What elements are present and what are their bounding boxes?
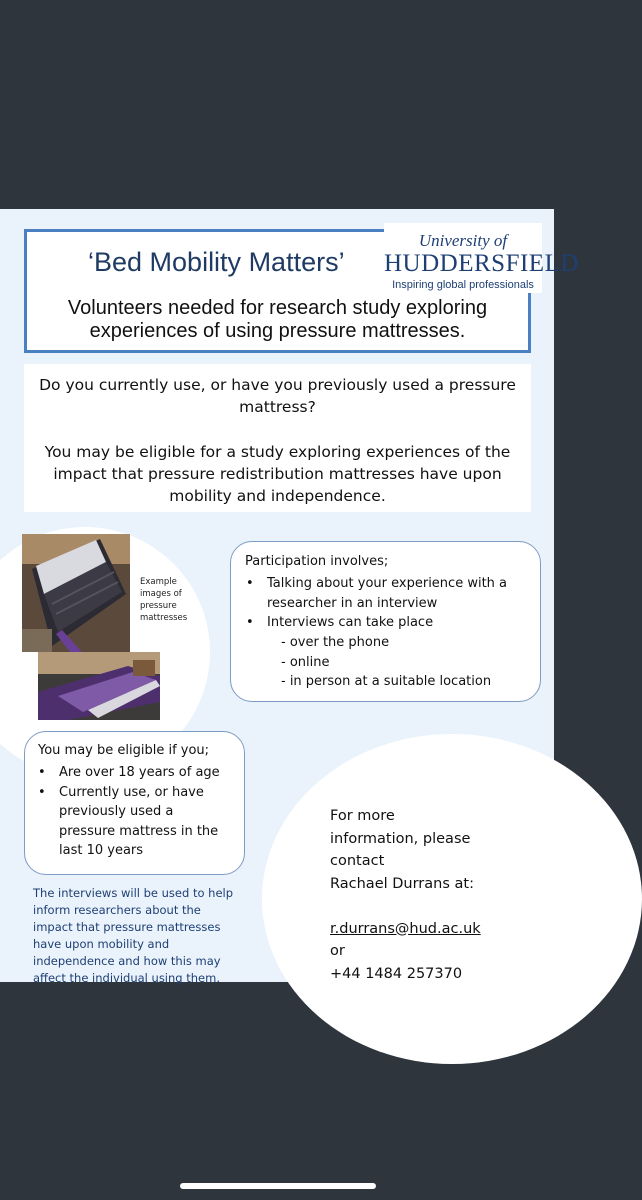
contact-phone-link[interactable]: +44 1484 257370 xyxy=(330,965,463,982)
eligibility-item-2-line-2: previously used a xyxy=(59,804,174,819)
participation-box xyxy=(230,541,541,702)
caption-line-1: Example xyxy=(140,577,177,587)
photo-caption xyxy=(140,576,210,624)
flyer-subtitle xyxy=(30,297,525,343)
question-line-1: Do you currently use, or have you previously used a pressure xyxy=(39,376,516,394)
interviews-line-6: affect the individual using them. xyxy=(33,971,220,985)
mattress-photo-2 xyxy=(38,652,160,720)
eligible-line-3: mobility and independence. xyxy=(169,487,386,505)
contact-or: or xyxy=(330,943,345,959)
eligibility-box xyxy=(24,731,245,875)
eligible-line-2: impact that pressure redistribution mattresses have upon xyxy=(53,465,502,483)
eligibility-item-1: • Are over 18 years of age xyxy=(34,763,239,783)
eligibility-list xyxy=(34,763,239,861)
contact-line-1: For more xyxy=(330,808,395,824)
contact-name: Rachael Durrans at: xyxy=(330,875,474,892)
participation-item-1-line-2: researcher in an interview xyxy=(267,595,438,611)
interviews-line-5: independence and how this may xyxy=(33,954,221,968)
caption-line-2: images of xyxy=(140,589,182,599)
university-logo xyxy=(384,223,579,293)
logo-line-2: HUDDERSFIELD xyxy=(384,250,579,277)
eligible-line-1: You may be eligible for a study exploring experiences of the xyxy=(44,443,511,461)
participation-item-2: • Interviews can take place xyxy=(242,613,532,633)
interview-option-phone: - over the phone xyxy=(281,635,390,650)
subtitle-line-1: Volunteers needed for research study exploring xyxy=(67,297,488,319)
eligibility-item-2-line-1: Currently use, or have xyxy=(59,784,204,800)
caption-line-3: pressure xyxy=(140,601,177,611)
eligibility-item-2-line-3: pressure mattress in the xyxy=(59,823,219,839)
interview-option-online: - online xyxy=(281,654,330,670)
logo-tagline: Inspiring global professionals xyxy=(392,279,534,291)
contact-email-link[interactable]: r.durrans@hud.ac.uk xyxy=(330,920,481,937)
interviews-line-2: inform researchers about the xyxy=(33,903,201,917)
interview-option-in-person: - in person at a suitable location xyxy=(281,674,492,689)
participation-heading: Participation involves; xyxy=(245,554,389,569)
question-text xyxy=(34,374,521,418)
contact-line-2: information, please xyxy=(330,830,471,847)
subtitle-line-2: experiences of using pressure mattresses. xyxy=(89,320,466,342)
caption-line-4: mattresses xyxy=(140,613,188,623)
question-line-2: mattress? xyxy=(239,398,316,416)
contact-line-3: contact xyxy=(330,853,385,869)
interviews-line-4: have upon mobility and xyxy=(33,937,170,951)
home-indicator[interactable] xyxy=(180,1183,376,1189)
logo-line-1: University of xyxy=(418,231,508,250)
flyer-image xyxy=(0,209,579,985)
participation-item-1-line-1: Talking about your experience with a xyxy=(267,576,507,591)
eligible-study-text xyxy=(34,441,521,507)
interviews-purpose-text xyxy=(33,885,248,987)
question-box xyxy=(24,364,531,512)
participation-list xyxy=(242,574,532,633)
eligibility-heading: You may be eligible if you; xyxy=(38,743,210,758)
contact-info xyxy=(330,805,481,985)
flyer-title: ‘Bed Mobility Matters’ xyxy=(88,247,345,277)
mattress-photo-1 xyxy=(22,534,130,652)
eligibility-item-2 xyxy=(34,783,239,861)
interviews-line-3: impact that pressure mattresses xyxy=(33,920,221,934)
interviews-line-1: The interviews will be used to help xyxy=(33,886,234,900)
participation-item-1 xyxy=(242,574,532,613)
eligibility-item-2-line-4: last 10 years xyxy=(59,843,144,858)
